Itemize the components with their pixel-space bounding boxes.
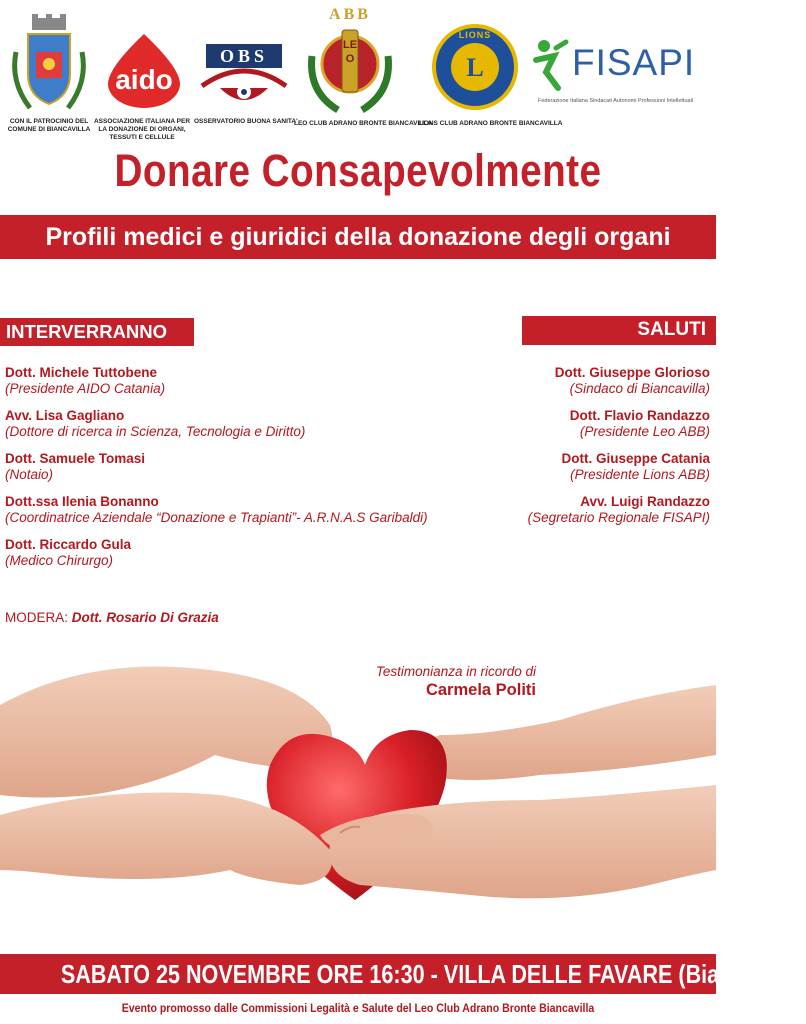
greetings-header (522, 316, 716, 345)
fisapi-caption: Federazione Italiana Sindacati Autonomi Professioni Intellettuali (538, 98, 694, 104)
testimony-caption (300, 664, 536, 700)
greeting-item (555, 365, 710, 397)
page-subtitle: Profili medici e giuridici della donazione degli organi (45, 223, 671, 251)
obs-caption: OSSERVATORIO BUONA SANITA' (194, 118, 298, 125)
testimony-intro: Testimonianza in ricordo di (375, 664, 536, 679)
obs-logo-text: OBS (219, 46, 269, 66)
leo-abb-text: ABB (329, 6, 371, 23)
greeting-name: Avv. Luigi Randazzo (580, 494, 710, 509)
comune-caption: CON IL PATROCINIO DEL COMUNE DI BIANCAVILLA (7, 118, 91, 133)
event-details: SABATO 25 NOVEMBRE ORE 16:30 - VILLA DELLE FAVARE (Biancavilla) (60, 959, 806, 989)
speaker-role: (Coordinatrice Aziendale “Donazione e Trapianti”- A.R.N.A.S Garibaldi) (5, 510, 428, 525)
speaker-name: Dott.ssa Ilenia Bonanno (5, 494, 159, 509)
speaker-item (5, 451, 145, 483)
speaker-role: (Notaio) (5, 467, 54, 482)
greeting-role: (Sindaco di Biancavilla) (569, 381, 710, 396)
speaker-role: (Dottore di ricerca in Scienza, Tecnologia e Diritto) (5, 424, 306, 439)
fisapi-logo-icon (532, 38, 572, 94)
aido-logo-icon (104, 32, 184, 110)
greeting-name: Dott. Giuseppe Glorioso (554, 365, 710, 380)
lions-caption: LIONS CLUB ADRANO BRONTE BIANCAVILLA (418, 120, 563, 127)
lions-logo-icon (432, 24, 518, 110)
leo-caption: LEO CLUB ADRANO BRONTE BIANCAVILLA (294, 120, 432, 127)
svg-text:L: L (466, 53, 484, 82)
lions-logo-text: LIONS (458, 30, 492, 40)
speaker-name: Dott. Riccardo Gula (5, 537, 132, 552)
obs-logo-icon (198, 42, 290, 114)
comune-crest-icon (8, 12, 90, 116)
moderator-name: Dott. Rosario Di Grazia (71, 610, 219, 625)
speaker-item (5, 494, 428, 526)
leo-club-logo-icon (302, 6, 398, 118)
speaker-role: (Medico Chirurgo) (5, 553, 114, 568)
speaker-name: Avv. Lisa Gagliano (5, 408, 125, 423)
greeting-item (570, 408, 710, 440)
greeting-name: Dott. Giuseppe Catania (561, 451, 710, 466)
speakers-header (0, 318, 194, 346)
speaker-item (5, 365, 165, 397)
moderator-label: MODERA: (5, 610, 69, 625)
speaker-role: (Presidente AIDO Catania) (5, 381, 166, 396)
speaker-name: Dott. Michele Tuttobene (5, 365, 157, 380)
greeting-role: (Presidente Leo ABB) (579, 424, 710, 439)
greeting-item (561, 451, 710, 483)
greeting-role: (Segretario Regionale FISAPI) (527, 510, 710, 525)
moderator-line (5, 610, 219, 625)
footer-note: Evento promosso dalle Commissioni Legalità e Salute del Leo Club Adrano Bronte Biancavilla (121, 1001, 595, 1015)
fisapi-logo-text: FISAPI (572, 42, 696, 83)
greeting-role: (Presidente Lions ABB) (570, 467, 710, 482)
aido-caption: ASSOCIAZIONE ITALIANA PER LA DONAZIONE DI ORGANI, TESSUTI E CELLULE (93, 118, 191, 141)
speaker-item (5, 408, 305, 440)
testimony-name: Carmela Politi (425, 681, 536, 699)
greeting-name: Dott. Flavio Randazzo (569, 408, 710, 423)
speaker-name: Dott. Samuele Tomasi (5, 451, 146, 466)
speaker-item (5, 537, 131, 569)
aido-logo-text: aido (115, 64, 173, 95)
greetings-header-label: SALUTI (637, 319, 706, 340)
page-title: Donare Consapevolmente (114, 145, 602, 196)
speakers-header-label: INTERVERRANNO (6, 321, 168, 342)
greeting-item (528, 494, 710, 526)
leo-emblem-text: LEO (342, 39, 358, 65)
